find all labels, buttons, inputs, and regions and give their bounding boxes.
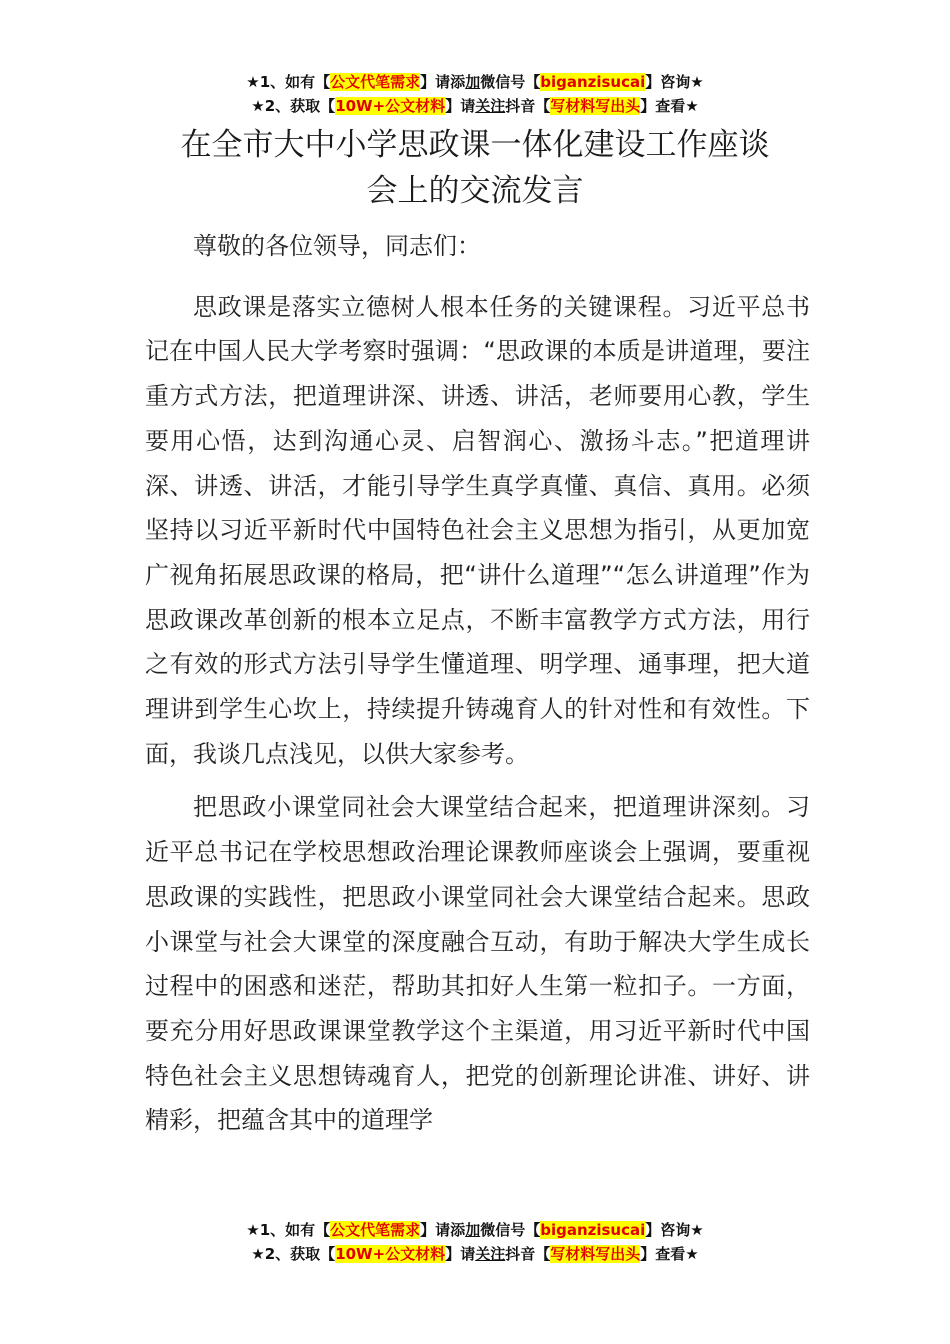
- banner-text: 】请: [445, 97, 476, 115]
- banner-douyin-id: 写材料写出头: [550, 1245, 641, 1263]
- document-title: [0, 122, 950, 214]
- banner-text: 】请添: [420, 73, 466, 91]
- banner-highlight: 10W+公文材料: [335, 1245, 446, 1263]
- banner-line-1: [0, 1218, 950, 1242]
- banner-text: 】咨询★: [645, 1221, 704, 1239]
- banner-highlight: 公文代笔需求: [330, 73, 421, 91]
- banner-underline: 加: [465, 73, 481, 91]
- greeting: 尊敬的各位领导，同志们：: [193, 232, 481, 260]
- banner-wechat-id: biganzisucai: [540, 1221, 646, 1239]
- banner-underline: 关注: [475, 1245, 506, 1263]
- banner-line-2: [0, 1242, 950, 1266]
- banner-underline: 加: [465, 1221, 481, 1239]
- banner-text: ★1、如有【: [246, 73, 331, 91]
- footer-banner: [0, 1218, 950, 1266]
- banner-douyin-id: 写材料写出头: [550, 97, 641, 115]
- paragraph-2: 把思政小课堂同社会大课堂结合起来，把道理讲深刻。习近平总书记在学校思想政治理论课教师座谈会上强调，要重视思政课的实践性，把思政小课堂同社会大课堂结合起来。思政小课堂与社会大课堂的深度融合互动，有助于解决大学生成长过程中的困惑和迷茫，帮助其扣好人生第一粒扣子。一方面，要充分用好思政课课堂教学这个主渠道，用习近平新时代中国特色社会主义思想铸魂育人，把党的创新理论讲准、讲好、讲精彩，把蕴含其中的道理学: [145, 793, 810, 1135]
- banner-line-1: [0, 70, 950, 94]
- banner-text: 】查看★: [640, 1245, 699, 1263]
- banner-text: 抖音【: [505, 97, 551, 115]
- banner-highlight: 公文代笔需求: [330, 1221, 421, 1239]
- banner-text: ★2、获取【: [251, 97, 336, 115]
- banner-underline: 关注: [475, 97, 506, 115]
- banner-text: ★2、获取【: [251, 1245, 336, 1263]
- title-line-2: 会上的交流发言: [366, 173, 584, 209]
- banner-text: 微信号【: [480, 1221, 541, 1239]
- banner-text: 】咨询★: [645, 73, 704, 91]
- document-body: [145, 224, 810, 1152]
- banner-highlight: 10W+公文材料: [335, 97, 446, 115]
- header-banner: [0, 70, 950, 118]
- banner-text: 】请: [445, 1245, 476, 1263]
- banner-text: 】请添: [420, 1221, 466, 1239]
- banner-text: ★1、如有【: [246, 1221, 331, 1239]
- banner-text: 微信号【: [480, 73, 541, 91]
- banner-text: 抖音【: [505, 1245, 551, 1263]
- title-line-1: 在全市大中小学思政课一体化建设工作座谈: [180, 127, 770, 163]
- banner-line-2: [0, 94, 950, 118]
- paragraph-1: 思政课是落实立德树人根本任务的关键课程。习近平总书记在中国人民大学考察时强调：“思政课的本质是讲道理，要注重方式方法，把道理讲深、讲透、讲活，老师要用心教，学生要用心悟，达到沟通心灵、启智润心、激扬斗志。”把道理讲深、讲透、讲活，才能引导学生真学真懂、真信、真用。必须坚持以习近平新时代中国特色社会主义思想为指引，从更加宽广视角拓展思政课的格局，把“讲什么道理”“怎么讲道理”作为思政课改革创新的根本立足点，不断丰富教学方式方法，用行之有效的形式方法引导学生懂道理、明学理、通事理，把大道理讲到学生心坎上，持续提升铸魂育人的针对性和有效性。下面，我谈几点浅见，以供大家参考。: [145, 292, 810, 768]
- banner-text: 】查看★: [640, 97, 699, 115]
- banner-wechat-id: biganzisucai: [540, 73, 646, 91]
